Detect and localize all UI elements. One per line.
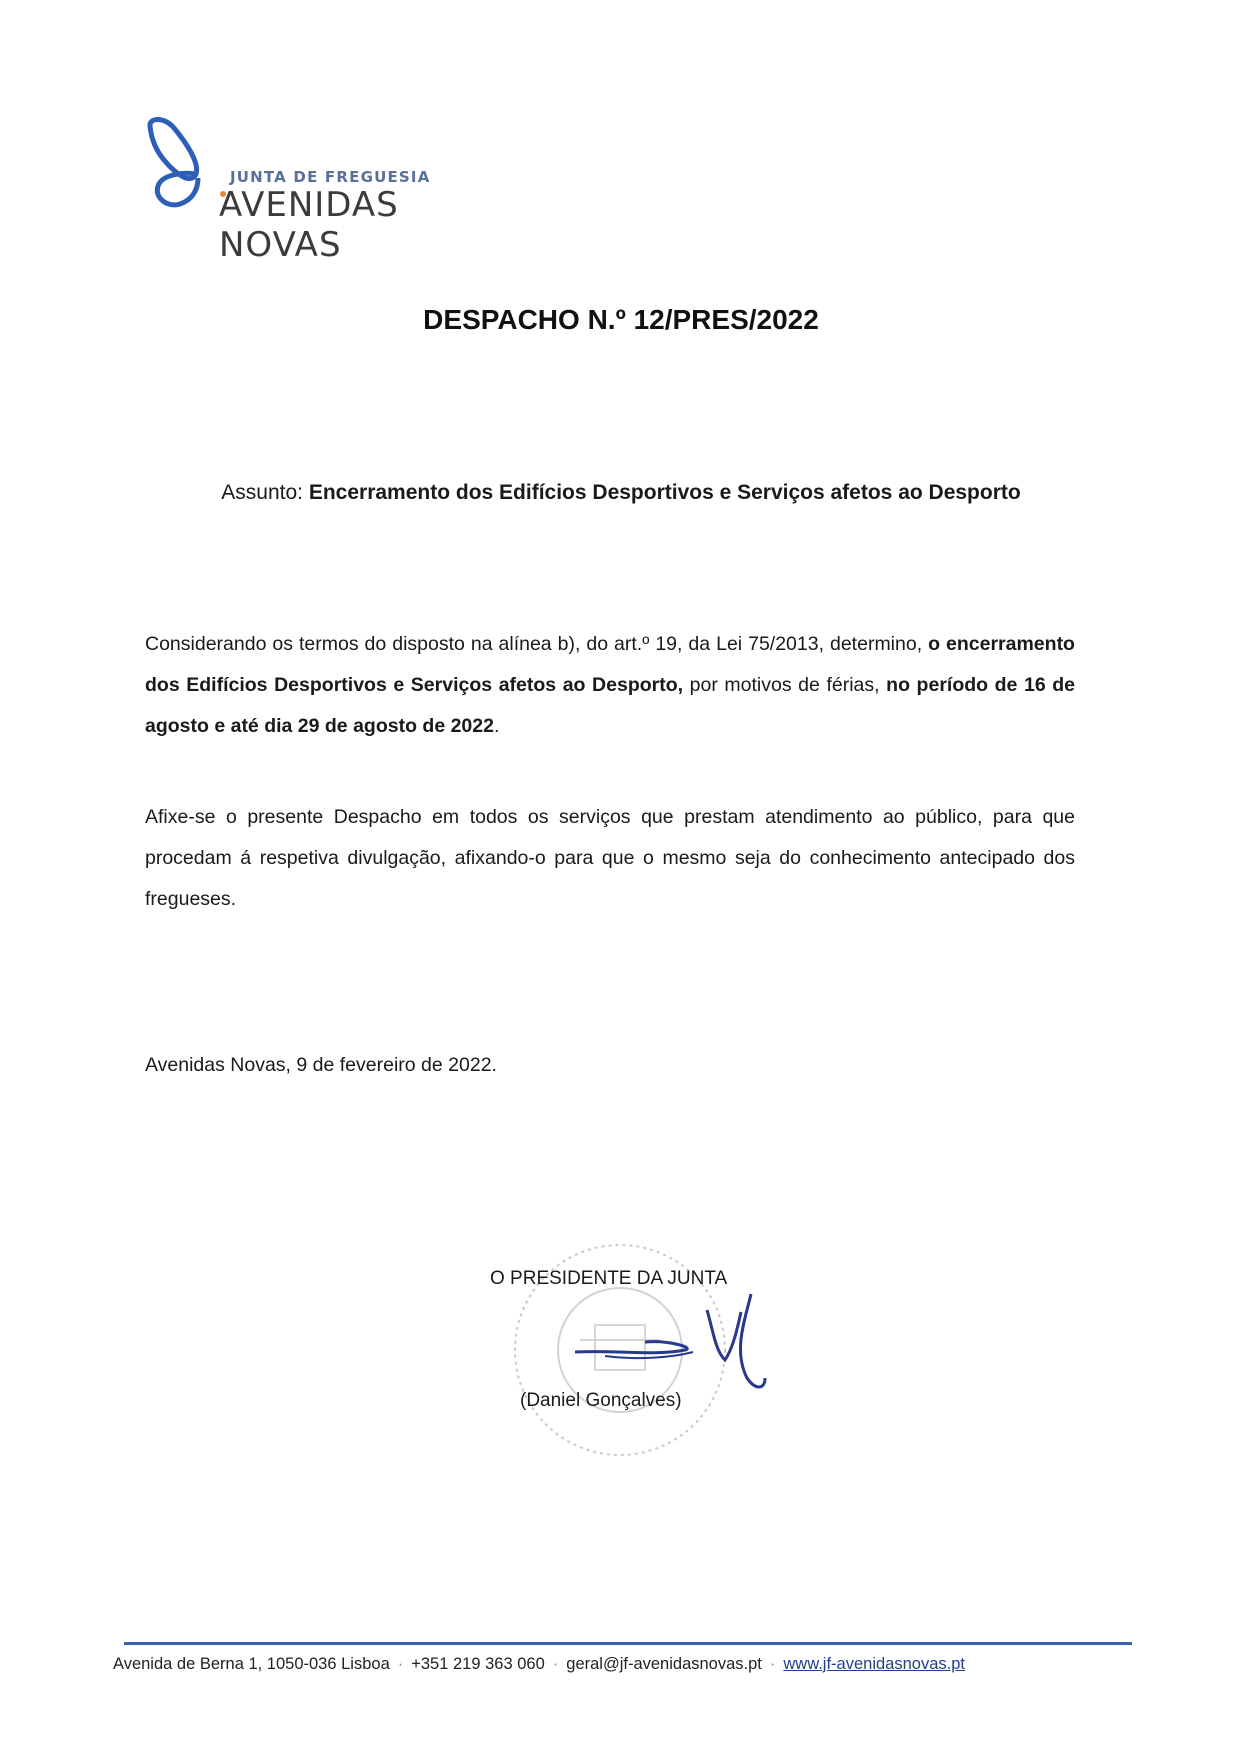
footer-separator: · bbox=[769, 1655, 776, 1673]
p1-text-a: Considerando os termos do disposto na alínea b), do art.º 19, da Lei 75/2013, determino, bbox=[145, 633, 923, 655]
handwritten-signature bbox=[575, 1290, 775, 1400]
paragraph-determination bbox=[145, 624, 1075, 747]
p1-text-d: no período de 16 de agosto e até dia 29 de agosto de 2022 bbox=[145, 674, 1076, 737]
footer-address: Avenida de Berna 1, 1050-036 Lisboa bbox=[113, 1655, 390, 1673]
footer-website-link[interactable]: www.jf-avenidasnovas.pt bbox=[783, 1655, 965, 1673]
signatory-name: (Daniel Gonçalves) bbox=[520, 1390, 682, 1411]
paragraph-publication: Afixe-se o presente Despacho em todos os serviços que prestam atendimento ao público, para que procedam á respetiva divulgação, afixando-o para que o mesmo seja do conhecimento antecipado dos fregueses. bbox=[145, 806, 1075, 910]
footer-phone: +351 219 363 060 bbox=[411, 1655, 545, 1673]
subject-label: Assunto: bbox=[221, 481, 303, 504]
signature-block bbox=[480, 1230, 810, 1490]
subject-text: Encerramento dos Edifícios Desportivos e Serviços afetos ao Desporto bbox=[308, 481, 1021, 504]
signatory-title: O PRESIDENTE DA JUNTA bbox=[490, 1268, 728, 1289]
footer-divider bbox=[124, 1642, 1132, 1645]
logo bbox=[144, 116, 524, 265]
p1-text-c: por motivos de férias, bbox=[689, 674, 880, 696]
footer-email[interactable]: geral@jf-avenidasnovas.pt bbox=[566, 1655, 762, 1673]
date-line: Avenidas Novas, 9 de fevereiro de 2022. bbox=[145, 1054, 497, 1076]
p1-text-b: o encerramento dos Edifícios Desportivos e Serviços afetos ao Desporto, bbox=[145, 633, 1075, 696]
p1-text-e: . bbox=[493, 715, 500, 737]
document-title: DESPACHO N.º 12/PRES/2022 bbox=[423, 304, 819, 335]
logo-title: AVENIDAS NOVAS bbox=[219, 185, 399, 265]
subject-line bbox=[0, 481, 1242, 505]
butterfly-logo-icon bbox=[144, 116, 224, 216]
footer bbox=[113, 1655, 965, 1674]
footer-separator: · bbox=[552, 1655, 559, 1673]
footer-separator: · bbox=[397, 1655, 404, 1673]
logo-subtitle: JUNTA DE FREGUESIA bbox=[230, 168, 431, 186]
